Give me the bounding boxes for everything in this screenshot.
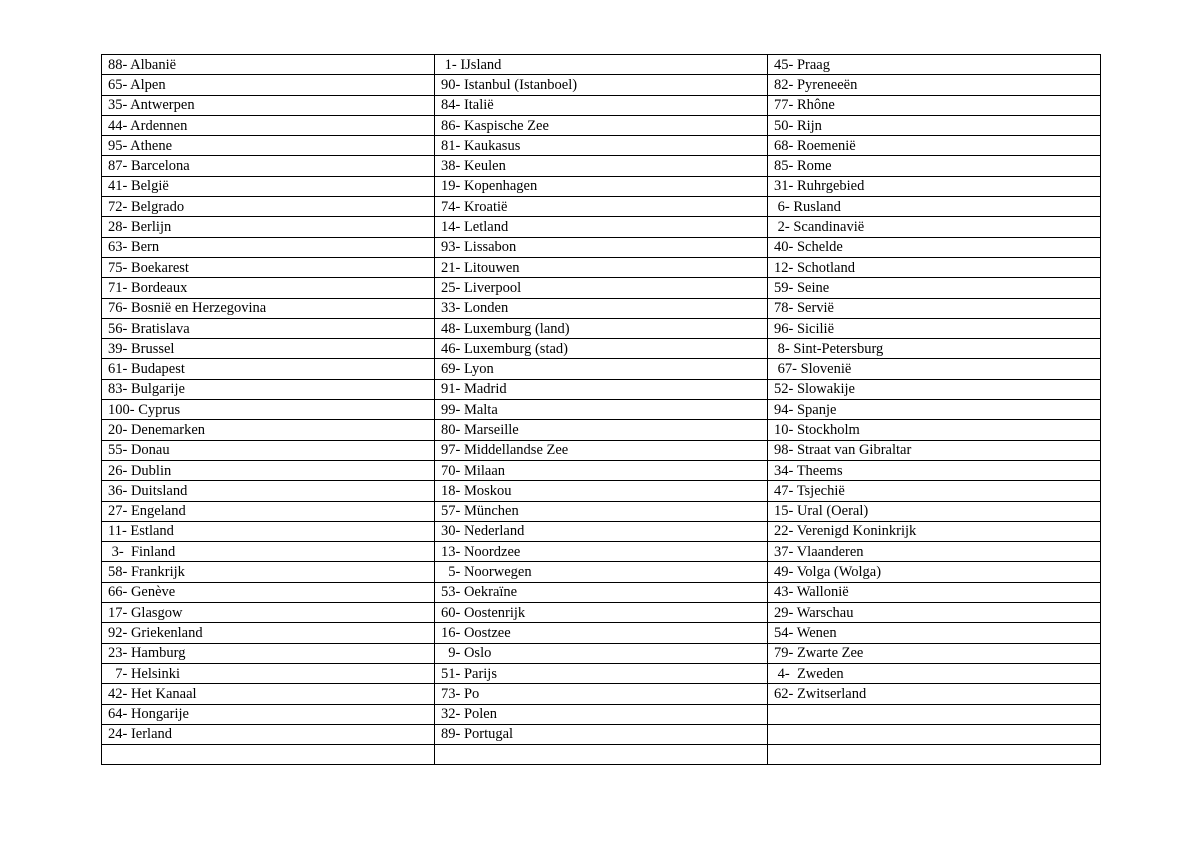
table-cell: 49- Volga (Wolga) (768, 562, 1101, 582)
table-row (102, 95, 1101, 115)
table-row (102, 440, 1101, 460)
table-cell: 23- Hamburg (102, 643, 435, 663)
table-row (102, 197, 1101, 217)
table-cell: 1- IJsland (435, 55, 768, 75)
table-cell: 66- Genève (102, 582, 435, 602)
table-cell: 10- Stockholm (768, 420, 1101, 440)
table-cell: 95- Athene (102, 136, 435, 156)
table-row (102, 217, 1101, 237)
table-cell: 73- Po (435, 684, 768, 704)
table-cell: 3- Finland (102, 542, 435, 562)
table-cell: 72- Belgrado (102, 197, 435, 217)
table-cell: 65- Alpen (102, 75, 435, 95)
table-row (102, 237, 1101, 257)
table-cell: 62- Zwitserland (768, 684, 1101, 704)
table-cell: 20- Denemarken (102, 420, 435, 440)
table-cell: 97- Middellandse Zee (435, 440, 768, 460)
table-cell: 38- Keulen (435, 156, 768, 176)
table-cell: 92- Griekenland (102, 623, 435, 643)
table-cell: 81- Kaukasus (435, 136, 768, 156)
table-cell: 17- Glasgow (102, 603, 435, 623)
table-cell: 68- Roemenië (768, 136, 1101, 156)
table-row (102, 176, 1101, 196)
table-cell: 89- Portugal (435, 724, 768, 744)
table-cell: 34- Theems (768, 460, 1101, 480)
table-cell: 42- Het Kanaal (102, 684, 435, 704)
table-cell: 98- Straat van Gibraltar (768, 440, 1101, 460)
table-cell: 71- Bordeaux (102, 278, 435, 298)
table-row (102, 663, 1101, 683)
table-cell: 39- Brussel (102, 339, 435, 359)
table-cell: 99- Malta (435, 400, 768, 420)
table-cell (102, 745, 435, 765)
table-cell: 24- Ierland (102, 724, 435, 744)
table-cell: 74- Kroatië (435, 197, 768, 217)
table-cell: 26- Dublin (102, 460, 435, 480)
table-cell: 77- Rhône (768, 95, 1101, 115)
table-cell: 6- Rusland (768, 197, 1101, 217)
table-cell: 67- Slovenië (768, 359, 1101, 379)
table-cell: 88- Albanië (102, 55, 435, 75)
table-cell: 54- Wenen (768, 623, 1101, 643)
table-cell: 35- Antwerpen (102, 95, 435, 115)
table-cell: 21- Litouwen (435, 257, 768, 277)
table-cell: 70- Milaan (435, 460, 768, 480)
table-cell: 86- Kaspische Zee (435, 115, 768, 135)
table-cell: 33- Londen (435, 298, 768, 318)
table-cell: 46- Luxemburg (stad) (435, 339, 768, 359)
table-cell: 79- Zwarte Zee (768, 643, 1101, 663)
table-cell: 41- België (102, 176, 435, 196)
table-cell: 59- Seine (768, 278, 1101, 298)
table-cell: 56- Bratislava (102, 318, 435, 338)
table-cell: 51- Parijs (435, 663, 768, 683)
table-cell: 18- Moskou (435, 481, 768, 501)
table-cell: 48- Luxemburg (land) (435, 318, 768, 338)
table-cell: 76- Bosnië en Herzegovina (102, 298, 435, 318)
table-body (102, 55, 1101, 765)
table-cell: 50- Rijn (768, 115, 1101, 135)
table-cell: 28- Berlijn (102, 217, 435, 237)
table-cell: 93- Lissabon (435, 237, 768, 257)
table-row (102, 75, 1101, 95)
table-cell: 100- Cyprus (102, 400, 435, 420)
table-row (102, 400, 1101, 420)
table-cell: 4- Zweden (768, 663, 1101, 683)
table-cell: 80- Marseille (435, 420, 768, 440)
table-row (102, 318, 1101, 338)
table-cell: 84- Italië (435, 95, 768, 115)
table-cell: 45- Praag (768, 55, 1101, 75)
table-cell: 30- Nederland (435, 521, 768, 541)
table-cell: 91- Madrid (435, 379, 768, 399)
table-cell: 52- Slowakije (768, 379, 1101, 399)
table-row (102, 501, 1101, 521)
table-cell: 85- Rome (768, 156, 1101, 176)
table-cell: 96- Sicilië (768, 318, 1101, 338)
table-cell: 2- Scandinavië (768, 217, 1101, 237)
table-cell: 87- Barcelona (102, 156, 435, 176)
table-cell: 31- Ruhrgebied (768, 176, 1101, 196)
table-cell: 36- Duitsland (102, 481, 435, 501)
table-cell: 58- Frankrijk (102, 562, 435, 582)
table-cell: 57- München (435, 501, 768, 521)
table-cell: 82- Pyreneeën (768, 75, 1101, 95)
table-cell (768, 704, 1101, 724)
table-row (102, 521, 1101, 541)
table-row (102, 704, 1101, 724)
table-cell: 69- Lyon (435, 359, 768, 379)
table-cell: 8- Sint-Petersburg (768, 339, 1101, 359)
table-row (102, 156, 1101, 176)
table-cell: 12- Schotland (768, 257, 1101, 277)
table-cell: 60- Oostenrijk (435, 603, 768, 623)
table-row (102, 257, 1101, 277)
table-row (102, 582, 1101, 602)
table-cell: 5- Noorwegen (435, 562, 768, 582)
table-row (102, 643, 1101, 663)
table-cell: 19- Kopenhagen (435, 176, 768, 196)
table-cell (768, 724, 1101, 744)
table-row (102, 339, 1101, 359)
table-cell: 83- Bulgarije (102, 379, 435, 399)
table-cell: 63- Bern (102, 237, 435, 257)
table-cell: 16- Oostzee (435, 623, 768, 643)
table-row (102, 623, 1101, 643)
table-row (102, 115, 1101, 135)
table-cell: 43- Wallonië (768, 582, 1101, 602)
table-cell: 11- Estland (102, 521, 435, 541)
table-row (102, 379, 1101, 399)
table-cell: 75- Boekarest (102, 257, 435, 277)
table-cell: 37- Vlaanderen (768, 542, 1101, 562)
table-cell: 13- Noordzee (435, 542, 768, 562)
table-cell: 61- Budapest (102, 359, 435, 379)
table-cell: 27- Engeland (102, 501, 435, 521)
table-row (102, 603, 1101, 623)
table-cell: 25- Liverpool (435, 278, 768, 298)
table-cell: 29- Warschau (768, 603, 1101, 623)
table-cell (435, 745, 768, 765)
table-cell: 44- Ardennen (102, 115, 435, 135)
table-row (102, 684, 1101, 704)
table-cell: 55- Donau (102, 440, 435, 460)
table-cell: 15- Ural (Oeral) (768, 501, 1101, 521)
table-row (102, 136, 1101, 156)
table-cell: 94- Spanje (768, 400, 1101, 420)
table-row (102, 481, 1101, 501)
table-row (102, 542, 1101, 562)
table-cell: 9- Oslo (435, 643, 768, 663)
table-cell: 32- Polen (435, 704, 768, 724)
table-cell: 14- Letland (435, 217, 768, 237)
table-cell (768, 745, 1101, 765)
place-name-table (101, 54, 1101, 765)
table-row (102, 724, 1101, 744)
table-cell: 78- Servië (768, 298, 1101, 318)
table-row (102, 745, 1101, 765)
table-row (102, 562, 1101, 582)
table-cell: 53- Oekraïne (435, 582, 768, 602)
table-row (102, 420, 1101, 440)
table-row (102, 278, 1101, 298)
table-cell: 64- Hongarije (102, 704, 435, 724)
table-cell: 40- Schelde (768, 237, 1101, 257)
table-row (102, 298, 1101, 318)
table-cell: 90- Istanbul (Istanboel) (435, 75, 768, 95)
table-cell: 22- Verenigd Koninkrijk (768, 521, 1101, 541)
table-row (102, 55, 1101, 75)
table-cell: 47- Tsjechië (768, 481, 1101, 501)
table-cell: 7- Helsinki (102, 663, 435, 683)
table-row (102, 460, 1101, 480)
table-row (102, 359, 1101, 379)
